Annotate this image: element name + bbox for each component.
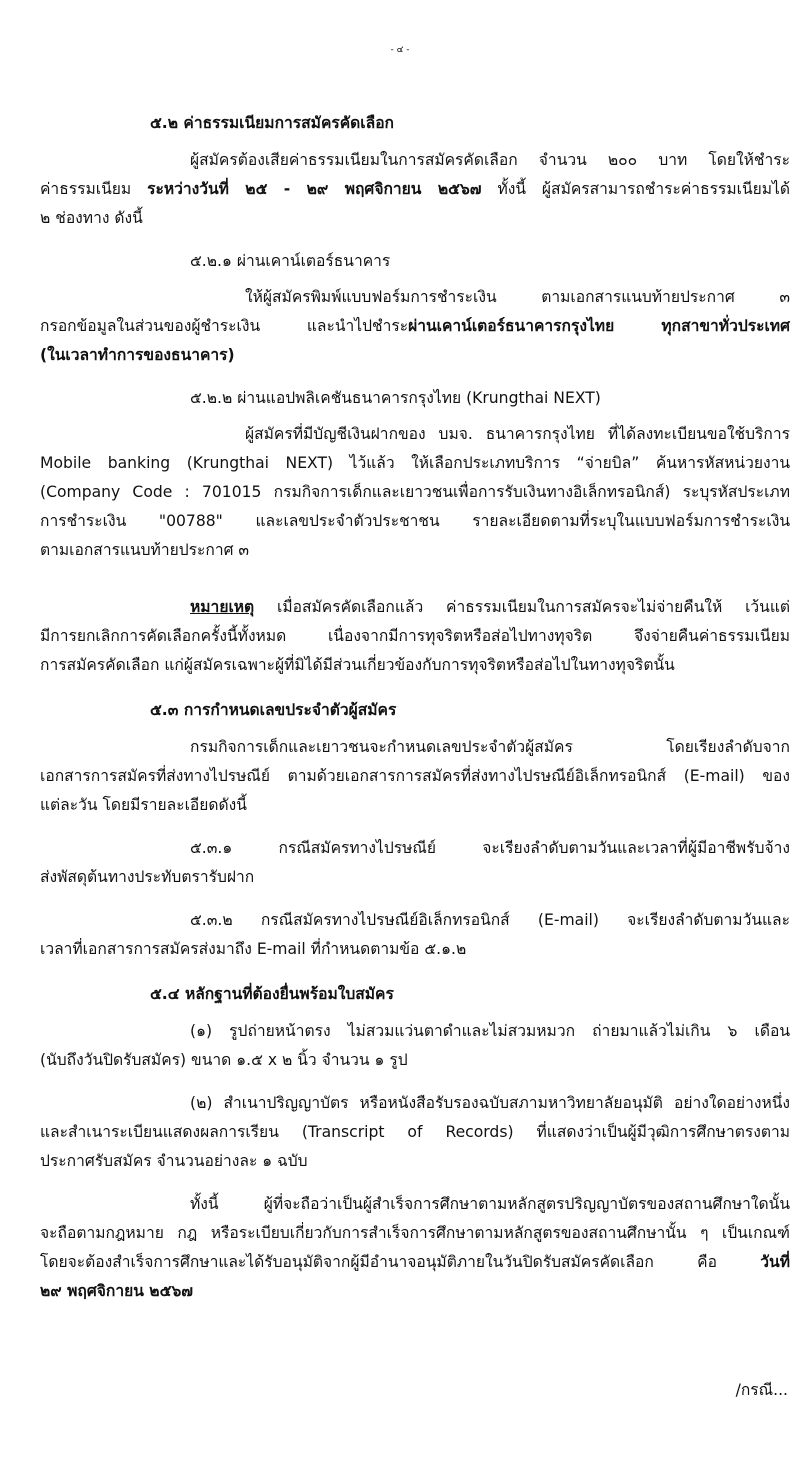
- note-label: หมายเหตุ: [190, 598, 255, 616]
- s522-line: การชำระเงิน "00788" และเลขประจำตัวประชาชน รายละเอียดตามที่ระบุในแบบฟอร์มการชำระเงิน: [40, 512, 790, 530]
- s522-line: ผู้สมัครที่มีบัญชีเงินฝากของ บมจ. ธนาคารกรุงไทย ที่ได้ลงทะเบียนขอใช้บริการ: [245, 425, 790, 443]
- section-5-2-heading: ๕.๒ ค่าธรรมเนียมการสมัครคัดเลือก: [150, 114, 395, 132]
- closing-date: ๒๙ พฤศจิกายน ๒๕๖๗: [40, 1282, 194, 1300]
- s54-para-line: โดยจะต้องสำเร็จการศึกษาและได้รับอนุมัติจากผู้มีอำนาจอนุมัติภายในวันปิดรับสมัครคัดเลือก คือ วันที่: [40, 1253, 790, 1271]
- s52-para-line: ผู้สมัครต้องเสียค่าธรรมเนียมในการสมัครคัดเลือก จำนวน ๒๐๐ บาท โดยให้ชำระ: [190, 151, 790, 169]
- s54-item-2-line: (๒) สำเนาปริญญาบัตร หรือหนังสือรับรองฉบับสภามหาวิทยาลัยอนุมัติ อย่างใดอย่างหนึ่ง: [190, 1094, 790, 1112]
- s52-para-line: ๒ ช่องทาง ดังนี้: [40, 209, 143, 227]
- s521-line: กรอกข้อมูลในส่วนของผู้ชำระเงิน และนำไปชำระผ่านเคาน์เตอร์ธนาคารกรุงไทย ทุกสาขาทั่วประเทศ: [40, 317, 790, 335]
- fee-period: ระหว่างวันที่ ๒๕ - ๒๙ พฤศจิกายน ๒๕๖๗: [147, 180, 482, 198]
- note-line: มีการยกเลิกการคัดเลือกครั้งนี้ทั้งหมด เนื่องจากมีการทุจริตหรือส่อไปทางทุจริต จึงจ่ายคืนค่าธรรมเนียม: [40, 627, 790, 645]
- s53-line: เอกสารการสมัครที่ส่งทางไปรษณีย์ ตามด้วยเอกสารการสมัครที่ส่งทางไปรษณีย์อิเล็กทรอนิกส์ (E-mail) ของ: [40, 767, 790, 785]
- s522-line: Mobile banking (Krungthai NEXT) ไว้แล้ว ให้เลือกประเภทบริการ “จ่ายบิล” ค้นหารหัสหน่วยงาน: [40, 454, 790, 472]
- s522-line: ตามเอกสารแนบท้ายประกาศ ๓: [40, 541, 250, 559]
- section-5-3-heading: ๕.๓ การกำหนดเลขประจำตัวผู้สมัคร: [150, 701, 397, 719]
- s522-line: (Company Code : 701015 กรมกิจการเด็กและเยาวชนเพื่อการรับเงินทางอิเล็กทรอนิกส์) ระบุรหัสประเภท: [40, 483, 790, 501]
- s532-line: เวลาที่เอกสารการสมัครส่งมาถึง E-mail ที่กำหนดตามข้อ ๕.๑.๒: [40, 940, 467, 958]
- s53-line: แต่ละวัน โดยมีรายละเอียดดังนี้: [40, 796, 247, 814]
- s532-line: ๕.๓.๒ กรณีสมัครทางไปรษณีย์อิเล็กทรอนิกส์ (E-mail) จะเรียงลำดับตามวันและ: [190, 911, 790, 929]
- s54-item-1-line: (๑) รูปถ่ายหน้าตรง ไม่สวมแว่นตาดำและไม่สวมหมวก ถ่ายมาแล้วไม่เกิน ๖ เดือน: [190, 1022, 790, 1040]
- s54-item-2-line: ประกาศรับสมัคร จำนวนอย่างละ ๑ ฉบับ: [40, 1152, 308, 1170]
- s521-line: ให้ผู้สมัครพิมพ์แบบฟอร์มการชำระเงิน ตามเอกสารแนบท้ายประกาศ ๓: [245, 288, 790, 306]
- s53-line: กรมกิจการเด็กและเยาวชนจะกำหนดเลขประจำตัวผู้สมัคร โดยเรียงลำดับจาก: [190, 738, 790, 756]
- s531-line: ส่งพัสดุต้นทางประทับตรารับฝาก: [40, 868, 255, 886]
- section-5-2-1-heading: ๕.๒.๑ ผ่านเคาน์เตอร์ธนาคาร: [190, 252, 391, 270]
- section-5-4-heading: ๕.๔ หลักฐานที่ต้องยื่นพร้อมใบสมัคร: [150, 985, 394, 1003]
- page-number: - ๔ -: [390, 45, 410, 55]
- s54-item-1-line: (นับถึงวันปิดรับสมัคร) ขนาด ๑.๕ x ๒ นิ้ว จำนวน ๑ รูป: [40, 1051, 408, 1069]
- continued-marker: /กรณี...: [735, 1381, 788, 1399]
- s52-para-line: ค่าธรรมเนียม ระหว่างวันที่ ๒๕ - ๒๙ พฤศจิกายน ๒๕๖๗ ทั้งนี้ ผู้สมัครสามารถชำระค่าธรรมเนียมได้: [40, 180, 790, 198]
- s54-para-line: ทั้งนี้ ผู้ที่จะถือว่าเป็นผู้สำเร็จการศึกษาตามหลักสูตรปริญญาบัตรของสถานศึกษาใดนั้น: [190, 1195, 790, 1213]
- s531-line: ๕.๓.๑ กรณีสมัครทางไปรษณีย์ จะเรียงลำดับตามวันและเวลาที่ผู้มีอาชีพรับจ้าง: [190, 839, 790, 857]
- s521-line: (ในเวลาทำการของธนาคาร): [40, 346, 235, 364]
- s54-para-line: จะถือตามกฎหมาย กฎ หรือระเบียบเกี่ยวกับการสำเร็จการศึกษาตามหลักสูตรของสถานศึกษานั้น ๆ เป็นเกณฑ์: [40, 1224, 790, 1242]
- note-line: การสมัครคัดเลือก แก่ผู้สมัครเฉพาะผู้ที่มิได้มีส่วนเกี่ยวข้องกับการทุจริตหรือส่อไปในทางทุจริตนั้น: [40, 656, 675, 674]
- section-5-2-2-heading: ๕.๒.๒ ผ่านแอปพลิเคชันธนาคารกรุงไทย (Krungthai NEXT): [190, 389, 601, 407]
- s54-item-2-line: และสำเนาระเบียนแสดงผลการเรียน (Transcript of Records) ที่แสดงว่าเป็นผู้มีวุฒิการศึกษาตรงตาม: [40, 1123, 790, 1141]
- note-line: หมายเหตุ เมื่อสมัครคัดเลือกแล้ว ค่าธรรมเนียมในการสมัครจะไม่จ่ายคืนให้ เว้นแต่: [190, 598, 790, 616]
